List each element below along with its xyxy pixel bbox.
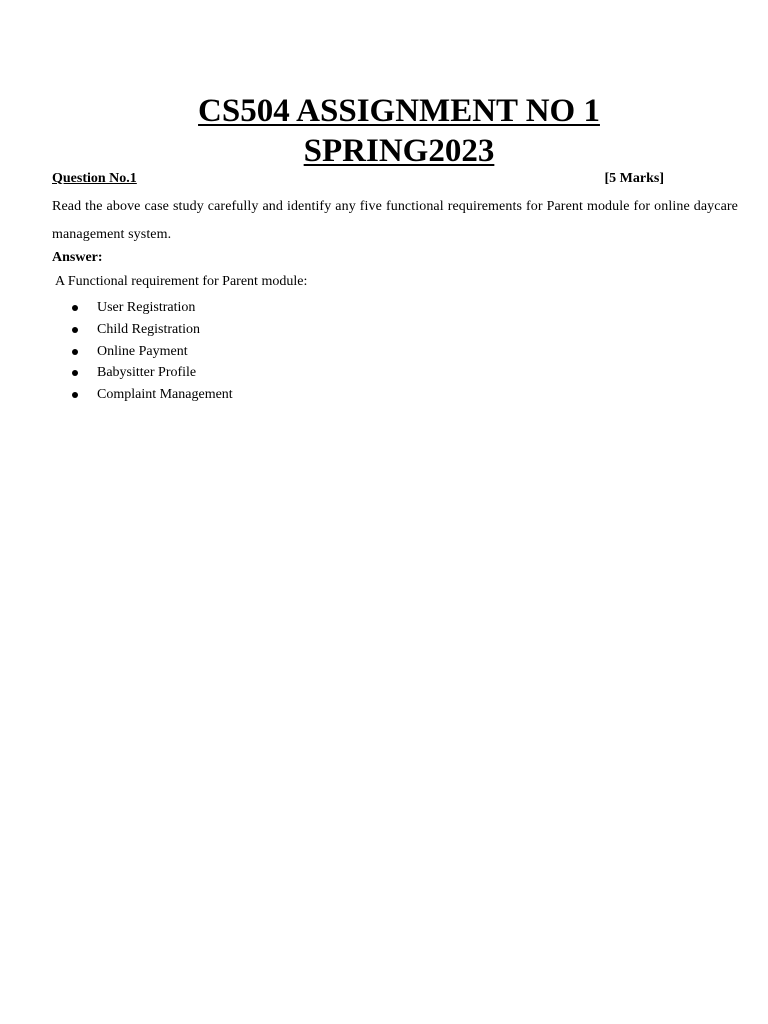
list-item-text: Online Payment	[97, 343, 188, 359]
question-label: Question No.1	[52, 171, 137, 186]
question-header	[52, 170, 664, 188]
requirements-list	[72, 297, 233, 406]
list-item	[72, 362, 233, 384]
question-marks: [5 Marks]	[604, 171, 664, 186]
list-item-text: Complaint Management	[97, 387, 233, 403]
bullet-icon	[72, 349, 78, 355]
document-title-line-2: SPRING2023	[303, 133, 495, 169]
document-title-line-1: CS504 ASSIGNMENT NO 1	[198, 93, 600, 129]
bullet-icon	[72, 305, 78, 311]
answer-label: Answer:	[52, 250, 103, 265]
list-item	[72, 319, 233, 341]
question-text: Read the above case study carefully and identify any five functional requirements for Parent module for online daycare management system.	[52, 199, 738, 242]
bullet-icon	[72, 327, 78, 333]
bullet-icon	[72, 370, 78, 376]
list-item-text: Child Registration	[97, 321, 201, 337]
list-item	[72, 341, 233, 363]
list-item	[72, 384, 233, 406]
list-item-text: Babysitter Profile	[97, 365, 197, 381]
list-item	[72, 297, 233, 319]
answer-intro: A Functional requirement for Parent module:	[55, 274, 308, 289]
list-item-text: User Registration	[97, 300, 196, 315]
bullet-icon	[72, 392, 78, 398]
